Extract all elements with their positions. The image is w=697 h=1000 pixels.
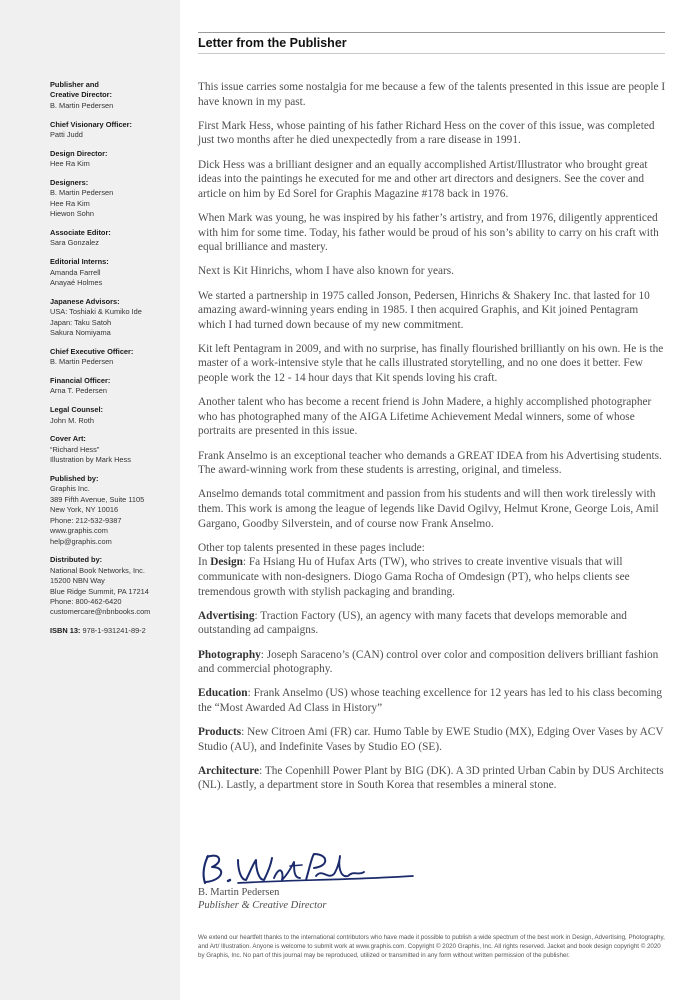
masthead-section [50,434,178,465]
letter-paragraph [198,264,668,279]
masthead-line: Sakura Nomiyama [50,328,111,338]
paragraph-text: : Frank Anselmo (US) whose teaching excellence for 12 years has led to his class becoming the “Most Awarded Ad Class in History” [198,687,663,714]
paragraph-text: : Joseph Saraceno’s (CAN) control over color and composition delivers brilliant fashion and commercial photography. [198,648,659,676]
masthead-line: Phone: 800-462-6420 [50,596,122,606]
masthead-line: 15200 NBN Way [50,576,105,586]
masthead-line: B. Martin Pedersen [50,357,114,367]
paragraph-text: : Traction Factory (US), an agency with many facets that develops memorable and outstanding ad campaigns. [198,609,627,637]
masthead-line: John M. Roth [50,415,94,425]
footer-note: We extend our heartfelt thanks to the international contributors who have made it possible to publish a wide spectrum of the best work in Design, Advertising, Photography, and Art/ Illustration. Anyone is welcome to submit work at www.graphis.com. Copyright © 2020 Graphis, Inc. All rights reserved. Jacket and book design copyright © 2020 by Graphis, Inc. No part of this journal may be reproduced, utilized or transmitted in any form without written permission of the publisher. [198,934,665,959]
masthead-line: USA: Toshiaki & Kumiko Ide [50,307,142,317]
paragraph-text: Anselmo demands total commitment and passion from his students and will then work tirelessly with them. This work is among the league of legends like David Ogilvy, Helmut Krone, George Lois, Amil Gargano, Goodby Silverstein, and of course now Frank Anselmo. [198,488,659,530]
masthead-section [50,90,178,111]
paragraph-text: First Mark Hess, whose painting of his father Richard Hess on the cover of this issue, was completed just two months after he died unexpectedly from a rare disease in 1991. [198,119,655,147]
masthead-line: 389 Fifth Avenue, Suite 1105 [50,494,145,504]
letter-paragraph [198,158,668,202]
masthead-label: Creative Director: [50,90,113,100]
paragraph-text: Next is Kit Hinrichs, whom I have also known for years. [198,265,455,278]
signature-image [198,850,428,890]
letter-paragraph [198,764,668,793]
masthead-section [50,297,178,339]
masthead-line: B. Martin Pedersen [50,188,114,198]
masthead-line: Phone: 212-532-9387 [50,515,122,525]
masthead-line: “Richard Hess” [50,444,100,454]
masthead-line: Hee Ra Kim [50,198,90,208]
masthead-section [50,376,178,397]
paragraph-text: When Mark was young, he was inspired by his father’s artistry, and from 1976, diligently apprenticed with him for some time. Today, his father would be proud of his son’s ability to carry on his craft with equal brilliance and mastery. [198,211,659,254]
masthead-line: Illustration by Mark Hess [50,455,131,465]
paragraph-text: Dick Hess was a brilliant designer and an equally accomplished Artist/Illustrator who brought great ideas into the paintings he executed for me and other art directors and designers. See the cover and article on him by Ed Sorel for Graphis Magazine #178 back in 1976. [198,158,648,200]
masthead-label: Associate Editor: [50,228,111,238]
masthead-line: New York, NY 10016 [50,505,119,515]
masthead-line: Anayaé Holmes [50,278,103,288]
masthead-label: Distributed by: [50,555,103,565]
title-rule [198,53,665,54]
letter-paragraph [198,342,668,386]
masthead-line: Graphis Inc. [50,484,90,494]
letter-paragraph [198,555,668,599]
paragraph-text: Kit left Pentagram in 2009, and with no surprise, has finally flourished brilliantly on his own. He is the master of a work-intensive style that he calls illustrated storytelling, and no one does it better. Few people work the 12 - 14 hour days that Kit spends loving his craft. [198,342,664,385]
paragraph-text: Other top talents presented in these pages include: [198,541,425,554]
letter-paragraph [198,648,668,677]
isbn-value: 978-1-931241-89-2 [82,626,146,636]
letter-paragraph [198,487,668,531]
masthead-label: Chief Executive Officer: [50,346,134,356]
masthead-label: Cover Art: [50,434,86,444]
masthead-line: Hiewon Sohn [50,209,94,219]
masthead-section [50,149,178,170]
paragraph-text: : The Copenhill Power Plant by BIG (DK). A 3D printed Urban Cabin by DUS Architects (NL). Lastly, a department store in South Korea that resembles a mineral stone. [198,764,664,792]
letter-paragraph [198,80,668,109]
masthead-label: Japanese Advisors: [50,296,120,306]
masthead-line: help@graphis.com [50,536,112,546]
page-title: Letter from the Publisher [198,36,347,50]
paragraph-text: : New Citroen Ami (FR) car. Humo Table by EWE Studio (MX), Edging Over Vases by ACV Studio (AU), and Indefinite Vases by Studio EO (SE). [198,726,664,753]
letter-body [198,80,668,803]
paragraph-lead: Architecture [198,764,260,777]
masthead-section [50,347,178,368]
masthead-line: Blue Ridge Summit, PA 17214 [50,586,149,596]
letter-paragraph [198,211,668,255]
masthead-label: Financial Officer: [50,376,111,386]
letter-paragraph [198,289,668,333]
masthead-line: B. Martin Pedersen [50,100,114,110]
masthead-section [50,120,178,141]
masthead-label: Design Director: [50,148,108,158]
top-rule [198,32,665,33]
masthead [50,80,178,637]
signature-name: B. Martin Pedersen [198,887,280,898]
letter-paragraph [198,541,668,556]
signature [198,850,428,890]
masthead-line: www.graphis.com [50,526,108,536]
masthead-label: Editorial Interns: [50,257,109,267]
paragraph-text: Another talent who has become a recent friend is John Madere, a highly accomplished photographer who has photographed many of the AIGA Lifetime Achievement Medal winners, some of whose portraits are presented in this issue. [198,396,652,438]
letter-paragraph [198,725,668,754]
isbn-label: ISBN 13: [50,626,81,636]
masthead-section [50,405,178,426]
masthead-section [50,80,178,90]
masthead-line: Patti Judd [50,130,83,140]
masthead-section [50,555,178,617]
paragraph-lead: Education [198,687,248,700]
paragraph-text: Frank Anselmo is an exceptional teacher who demands a GREAT IDEA from his Advertising students. The award-winning work from these students is arresting, original, and timeless. [198,449,662,477]
masthead-label: Publisher and [50,80,99,89]
masthead-label: Designers: [50,178,89,188]
signature-title: Publisher & Creative Director [198,900,327,911]
paragraph-lead: Products [198,726,242,739]
masthead-section [50,178,178,220]
masthead-line: National Book Networks, Inc. [50,565,145,575]
paragraph-text: This issue carries some nostalgia for me because a few of the talents presented in this issue are people I have known in my past. [198,81,666,108]
masthead-line: Sara Gonzalez [50,238,99,248]
masthead-label: Published by: [50,474,99,484]
masthead-section [50,228,178,249]
letter-paragraph [198,395,668,439]
masthead-line: Arna T. Pedersen [50,386,107,396]
masthead-line: Japan: Taku Satoh [50,317,112,327]
paragraph-text: In Design: Fa Hsiang Hu of Hufax Arts (TW), who strives to create inventive visuals that will communicate with non-designers. Diogo Gama Rocha of Omdesign (PT), who helps clients see tremendous growth with stylish packaging and branding. [198,556,630,598]
isbn [50,626,178,636]
masthead-section [50,257,178,288]
masthead-line: customercare@nbnbooks.com [50,607,151,617]
paragraph-lead: Advertising [198,609,255,622]
paragraph-text: We started a partnership in 1975 called Jonson, Pedersen, Hinrichs & Shakery Inc. that lasted for 10 amazing award-winning years ending in 1985. I then acquired Graphis, and Kit joined Pentagram which I had turned down because of my new commitment. [198,289,650,331]
letter-paragraph [198,119,668,148]
letter-paragraph [198,449,668,478]
masthead-line: Hee Ra Kim [50,159,90,169]
letter-paragraph [198,686,668,715]
letter-paragraph [198,609,668,638]
masthead-label: Legal Counsel: [50,405,103,415]
masthead-line: Amanda Farrell [50,267,101,277]
masthead-label: Chief Visionary Officer: [50,119,133,129]
paragraph-lead: Photography [198,648,261,661]
masthead-section [50,474,178,547]
